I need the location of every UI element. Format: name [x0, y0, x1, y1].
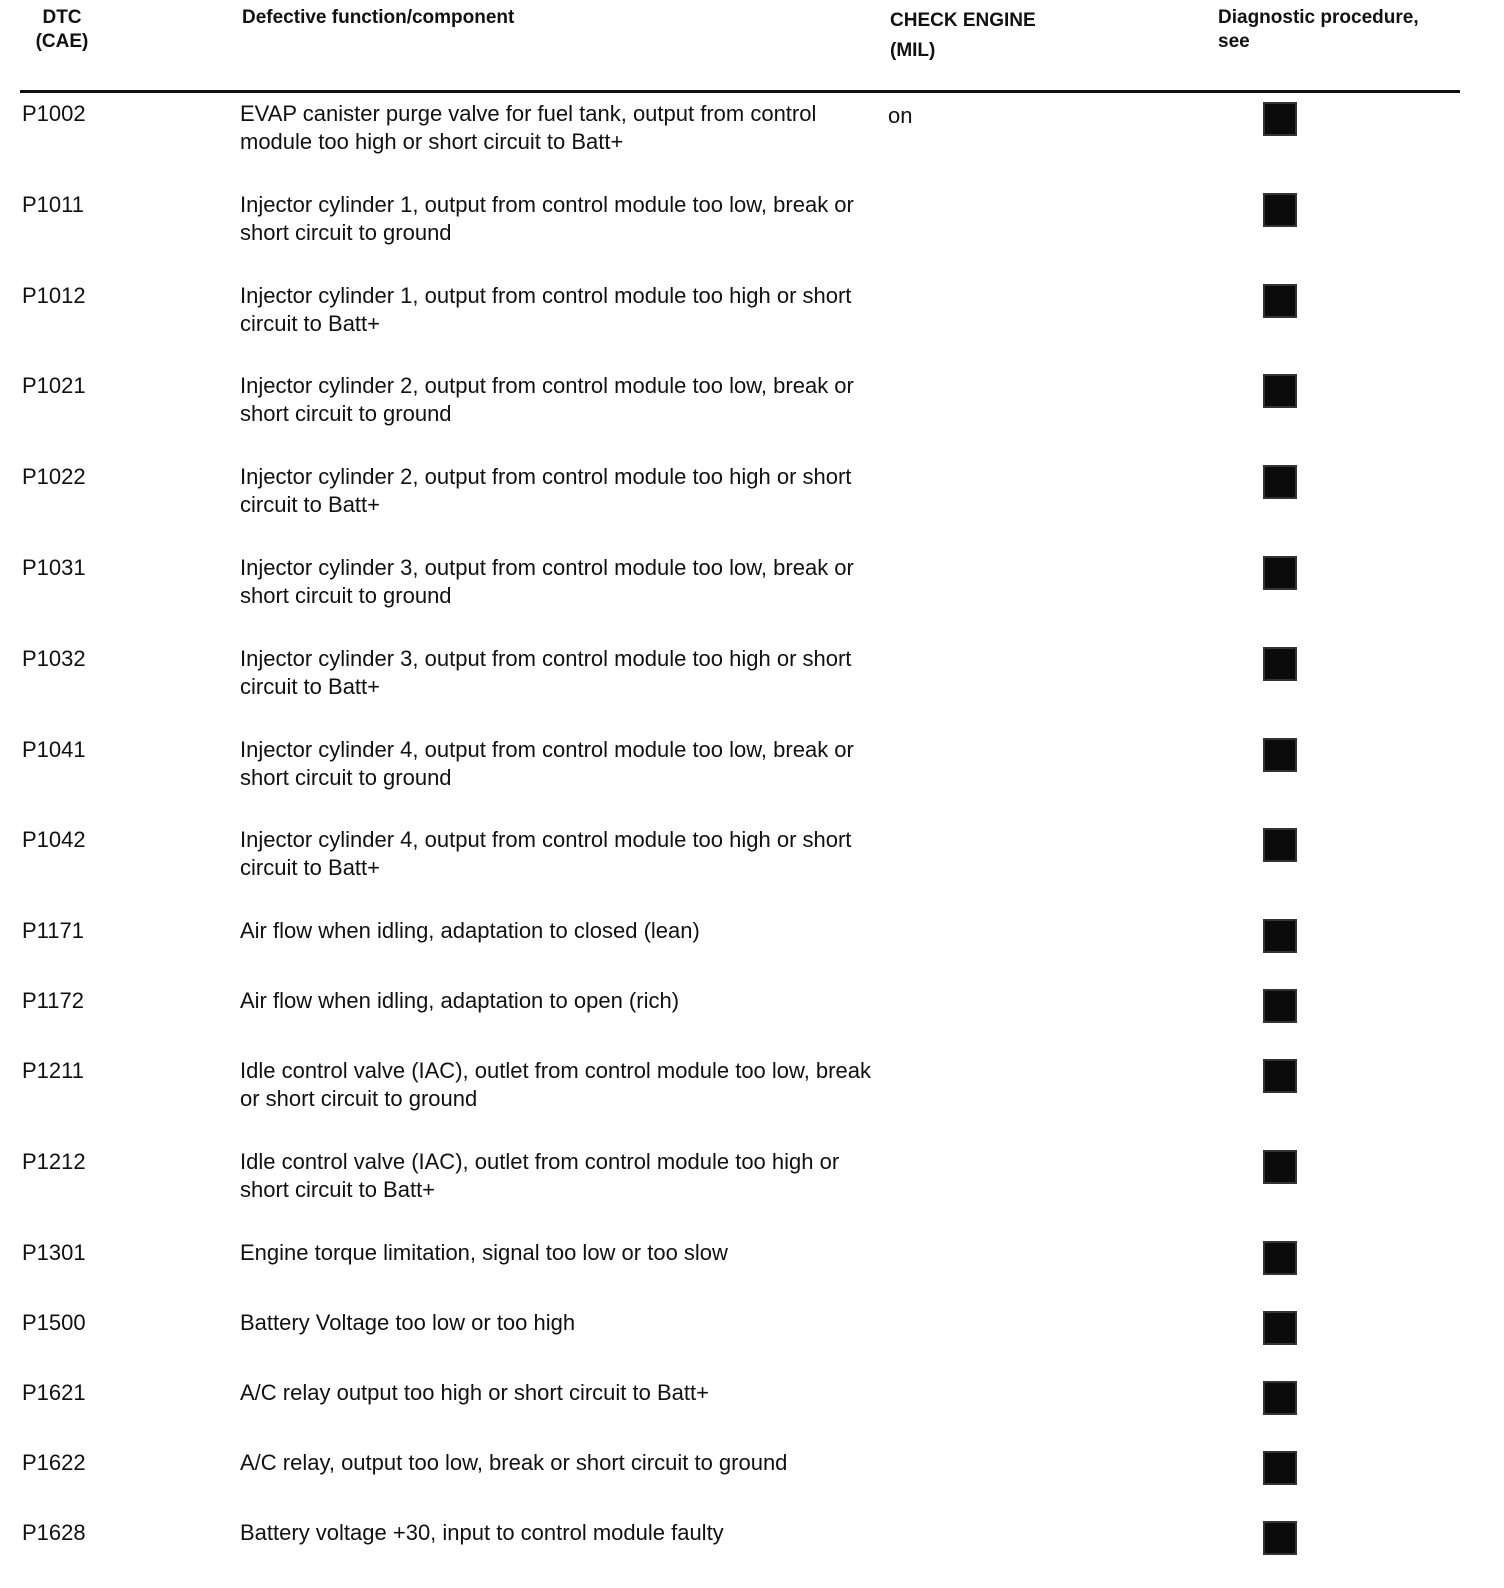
table-row	[0, 1375, 1504, 1445]
dtc-code: P1031	[22, 554, 86, 580]
dtc-code: P1021	[22, 373, 86, 399]
diagnostic-procedure-icon[interactable]	[1263, 1381, 1297, 1415]
defective-function: Air flow when idling, adaptation to open (rich)	[240, 988, 680, 1014]
defective-function: Battery voltage +30, input to control module faulty	[240, 1519, 724, 1545]
diagnostic-procedure-icon[interactable]	[1263, 1451, 1297, 1485]
table-row	[0, 641, 1504, 732]
table-row	[0, 1445, 1504, 1515]
defective-function: Idle control valve (IAC), outlet from control module too low, break or short circuit to ground	[240, 1058, 871, 1112]
table-row	[0, 732, 1504, 823]
defective-function: Injector cylinder 4, output from control module too high or short circuit to Batt+	[240, 827, 852, 881]
dtc-code: P1032	[22, 645, 86, 671]
table-header	[0, 0, 1504, 92]
defective-function: Injector cylinder 2, output from control module too low, break or short circuit to ground	[240, 373, 854, 427]
dtc-code: P1011	[22, 191, 84, 217]
defective-function: Injector cylinder 3, output from control module too high or short circuit to Batt+	[240, 645, 852, 699]
diagnostic-procedure-icon[interactable]	[1263, 284, 1297, 318]
dtc-code: P1002	[22, 101, 86, 126]
dtc-code: P1500	[22, 1309, 86, 1335]
table-row	[0, 1053, 1504, 1144]
table-row	[0, 187, 1504, 278]
diagnostic-procedure-icon[interactable]	[1263, 193, 1297, 227]
defective-function: Air flow when idling, adaptation to closed (lean)	[240, 918, 700, 944]
defective-function: Injector cylinder 3, output from control module too low, break or short circuit to ground	[240, 554, 854, 608]
dtc-code: P1041	[22, 736, 86, 762]
diagnostic-procedure-icon[interactable]	[1263, 465, 1297, 499]
header-divider	[20, 90, 1460, 93]
dtc-code: P1022	[22, 464, 86, 490]
dtc-code: P1622	[22, 1449, 86, 1475]
defective-function: A/C relay output too high or short circuit to Batt+	[240, 1379, 709, 1405]
diagnostic-procedure-icon[interactable]	[1263, 1241, 1297, 1275]
defective-function: Injector cylinder 1, output from control module too low, break or short circuit to ground	[240, 191, 854, 245]
dtc-code: P1211	[22, 1058, 84, 1084]
diagnostic-procedure-icon[interactable]	[1263, 374, 1297, 408]
table-row	[0, 96, 1504, 187]
table-row	[0, 1515, 1504, 1585]
dtc-table-body	[0, 96, 1504, 1585]
defective-function: Injector cylinder 1, output from control module too high or short circuit to Batt+	[240, 282, 852, 336]
defective-function: Engine torque limitation, signal too low or too slow	[240, 1239, 728, 1265]
dtc-code: P1301	[22, 1239, 86, 1265]
defective-function: Idle control valve (IAC), outlet from control module too high or short circuit to Batt+	[240, 1148, 840, 1202]
diagnostic-procedure-icon[interactable]	[1263, 647, 1297, 681]
header-defective-function: Defective function/component	[242, 7, 515, 28]
dtc-code: P1628	[22, 1519, 86, 1545]
dtc-code: P1172	[22, 988, 84, 1014]
mil-status: on	[888, 103, 913, 128]
diagnostic-procedure-icon[interactable]	[1263, 989, 1297, 1023]
diagnostic-procedure-icon[interactable]	[1263, 102, 1297, 136]
table-row	[0, 1144, 1504, 1235]
table-row	[0, 278, 1504, 369]
defective-function: Injector cylinder 2, output from control module too high or short circuit to Batt+	[240, 464, 852, 518]
table-row	[0, 550, 1504, 641]
table-row	[0, 459, 1504, 550]
diagnostic-procedure-icon[interactable]	[1263, 1150, 1297, 1184]
dtc-code: P1012	[22, 282, 86, 308]
diagnostic-procedure-icon[interactable]	[1263, 1311, 1297, 1345]
table-row	[0, 1235, 1504, 1305]
table-row	[0, 368, 1504, 459]
defective-function: Injector cylinder 4, output from control module too low, break or short circuit to ground	[240, 736, 854, 790]
diagnostic-procedure-icon[interactable]	[1263, 919, 1297, 953]
diagnostic-procedure-icon[interactable]	[1263, 1059, 1297, 1093]
table-row	[0, 983, 1504, 1053]
header-check-engine-mil: CHECK ENGINE (MIL)	[890, 10, 1036, 61]
defective-function: A/C relay, output too low, break or short circuit to ground	[240, 1449, 788, 1475]
table-row	[0, 822, 1504, 913]
table-row	[0, 1305, 1504, 1375]
diagnostic-procedure-icon[interactable]	[1263, 1521, 1297, 1555]
diagnostic-procedure-icon[interactable]	[1263, 828, 1297, 862]
dtc-code: P1171	[22, 918, 84, 944]
defective-function: Battery Voltage too low or too high	[240, 1309, 576, 1335]
diagnostic-procedure-icon[interactable]	[1263, 556, 1297, 590]
diagnostic-procedure-icon[interactable]	[1263, 738, 1297, 772]
defective-function: EVAP canister purge valve for fuel tank, output from control module too high or short circuit to Batt+	[240, 101, 817, 154]
dtc-code: P1621	[22, 1379, 86, 1405]
dtc-code: P1212	[22, 1148, 86, 1174]
header-dtc: DTC (CAE)	[35, 7, 89, 52]
dtc-code: P1042	[22, 827, 86, 853]
header-diagnostic-procedure: Diagnostic procedure, see	[1218, 7, 1419, 52]
table-row	[0, 913, 1504, 983]
